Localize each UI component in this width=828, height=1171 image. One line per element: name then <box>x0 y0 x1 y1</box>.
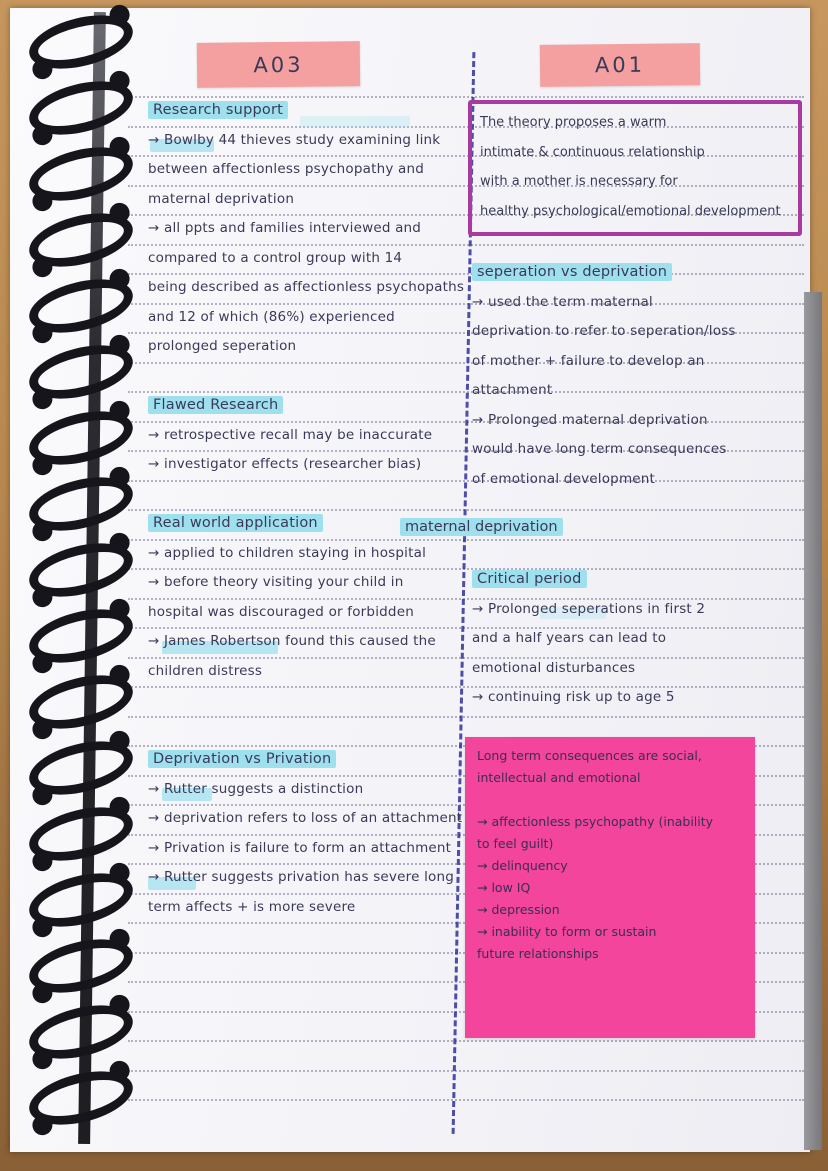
section-heading: Deprivation vs Privation <box>148 750 336 768</box>
section-critical-period <box>472 565 782 713</box>
note-line: healthy psychological/emotional development <box>480 203 781 219</box>
note-line: being described as affectionless psychopaths <box>148 279 465 295</box>
ruled-line <box>128 1070 804 1072</box>
note-line: with a mother is necessary for <box>480 174 678 189</box>
note-line: prolonged seperation <box>148 338 297 354</box>
note-line: → affectionless psychopathy (inability <box>477 814 714 829</box>
note-line: → Rutter suggests privation has severe long <box>148 869 455 885</box>
note-line: → Privation is failure to form an attachment <box>148 839 452 856</box>
note-line: → deprivation refers to loss of an attachment <box>148 810 463 826</box>
note-line: emotional disturbances <box>472 659 636 676</box>
page-stack-edge <box>804 292 822 1150</box>
note-line: intimate & continuous relationship <box>480 144 705 160</box>
note-line: deprivation to refer to seperation/loss <box>472 323 736 339</box>
note-line: maternal deprivation <box>148 190 295 207</box>
section-deprivation-vs-privation <box>148 745 464 922</box>
note-line <box>477 789 749 811</box>
note-line: → Rutter suggests a distinction <box>148 780 364 797</box>
note-line: intellectual and emotional <box>477 770 641 785</box>
tab-a03 <box>197 41 360 88</box>
section-heading: Flawed Research <box>148 396 283 414</box>
note-line: attachment <box>472 382 553 398</box>
section-seperation-vs-deprivation <box>472 258 782 494</box>
note-line: → used the term maternal <box>472 293 653 310</box>
ruled-line <box>128 1099 804 1101</box>
note-line: → continuing risk up to age 5 <box>472 689 675 705</box>
section-heading: seperation vs deprivation <box>472 263 672 281</box>
note-line: → delinquency <box>477 858 568 873</box>
sticky-note-lines <box>477 745 749 965</box>
note-line: → Prolonged maternal deprivation <box>472 411 708 428</box>
note-line: → Prolonged seperations in first 2 <box>472 600 706 617</box>
note-line: → applied to children staying in hospital <box>148 544 427 561</box>
section-flawed-research <box>148 391 464 480</box>
note-line: term affects + is more severe <box>148 898 356 915</box>
sticky-note-long-term-consequences <box>465 737 755 1038</box>
note-line: → low IQ <box>477 880 531 895</box>
note-line: → before theory visiting your child in <box>148 574 404 590</box>
tab-a03-label: A03 <box>253 52 304 77</box>
theory-box-lines <box>480 108 798 226</box>
note-line: would have long term consequences <box>472 441 727 457</box>
note-line: → depression <box>477 902 560 917</box>
section-research-support <box>148 96 464 362</box>
note-line: → James Robertson found this caused the <box>148 633 436 649</box>
ruled-line <box>128 716 804 718</box>
note-line: between affectionless psychopathy and <box>148 161 425 177</box>
heading-maternal-deprivation <box>400 516 563 535</box>
ruled-line <box>128 1040 804 1042</box>
note-line: children distress <box>148 662 263 679</box>
tab-a01 <box>540 43 700 87</box>
tab-a01-label: A01 <box>594 52 646 78</box>
note-line: The theory proposes a warm <box>480 115 667 130</box>
note-line: → Bowlby 44 thieves study examining link <box>148 131 441 148</box>
note-line: Long term consequences are social, <box>477 748 702 763</box>
note-line: future relationships <box>477 946 599 961</box>
section-heading: Critical period <box>472 570 587 588</box>
note-line: to feel guilt) <box>477 836 554 851</box>
section-heading: Real world application <box>148 514 323 532</box>
theory-box <box>468 100 802 236</box>
note-line: of emotional development <box>472 470 656 487</box>
note-line: → all ppts and families interviewed and <box>148 220 422 236</box>
note-line: of mother + failure to develop an <box>472 352 705 369</box>
note-line: and 12 of which (86%) experienced <box>148 308 395 325</box>
section-heading: maternal deprivation <box>400 518 563 536</box>
note-line: → inability to form or sustain <box>477 924 657 939</box>
note-line: hospital was discouraged or forbidden <box>148 603 414 620</box>
section-heading: Research support <box>148 101 288 119</box>
note-line: → investigator effects (researcher bias) <box>148 456 422 472</box>
note-line: → retrospective recall may be inaccurate <box>148 426 433 443</box>
note-line: and a half years can lead to <box>472 630 667 646</box>
note-line: compared to a control group with 14 <box>148 249 403 266</box>
